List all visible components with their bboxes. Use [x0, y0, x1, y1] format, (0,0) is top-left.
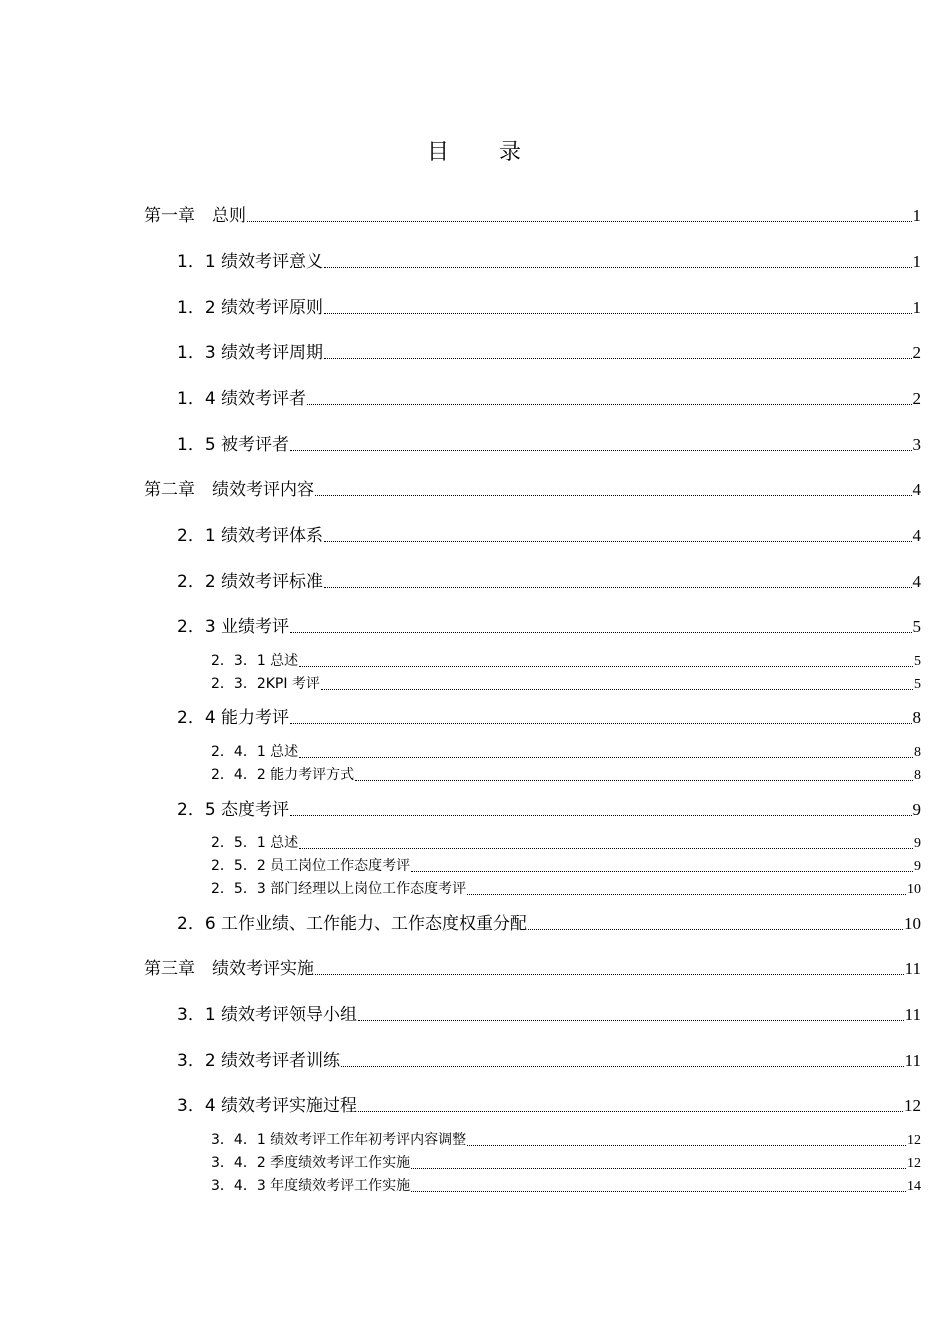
- toc-page-number: 8: [914, 768, 921, 783]
- toc-entry[interactable]: [177, 1004, 921, 1026]
- toc-entry-label: 3．4．1 绩效考评工作年初考评内容调整: [211, 1132, 467, 1148]
- toc-entry[interactable]: [177, 571, 921, 593]
- toc-entry-label: 2．4．1 总述: [211, 744, 299, 760]
- toc-page-number: 8: [914, 745, 921, 760]
- toc-entry[interactable]: [211, 880, 921, 899]
- toc-page-number: 8: [912, 708, 921, 727]
- toc-leader-dots: [467, 880, 906, 899]
- toc-entry-label: 3．4．2 季度绩效考评工作实施: [211, 1155, 411, 1171]
- toc-entry[interactable]: [211, 857, 921, 876]
- toc-page-number: 5: [912, 617, 921, 636]
- toc-leader-dots: [411, 857, 913, 876]
- toc-entry-label: 1．5 被考评者: [177, 435, 290, 455]
- toc-entry-label: 2．5．1 总述: [211, 835, 299, 851]
- toc-page-number: 11: [904, 959, 921, 978]
- toc-leader-dots: [321, 675, 913, 694]
- toc-leader-dots: [290, 799, 911, 821]
- toc-entry-label: 2．5．2 员工岗位工作态度考评: [211, 858, 411, 874]
- toc-entry[interactable]: [177, 616, 921, 638]
- toc-page-number: 11: [904, 1005, 921, 1024]
- toc-leader-dots: [355, 766, 913, 785]
- toc-leader-dots: [411, 1177, 906, 1196]
- toc-entry-label: 2．5 态度考评: [177, 800, 290, 820]
- toc-page-number: 9: [914, 836, 921, 851]
- toc-entry[interactable]: [177, 388, 921, 410]
- toc-entry[interactable]: [211, 1177, 921, 1196]
- toc-entry[interactable]: [144, 205, 921, 227]
- toc-entry[interactable]: [211, 743, 921, 762]
- toc-page-number: 2: [912, 343, 921, 362]
- toc-entry[interactable]: [177, 434, 921, 456]
- toc-page-number: 4: [912, 480, 921, 499]
- toc-entry-label: 2．6 工作业绩、工作能力、工作态度权重分配: [177, 914, 528, 934]
- toc-page-number: 1: [912, 206, 921, 225]
- toc-leader-dots: [299, 652, 913, 671]
- toc-entry-label: 2．2 绩效考评标准: [177, 572, 324, 592]
- toc-entry-label: 3．1 绩效考评领导小组: [177, 1005, 358, 1025]
- toc-entry[interactable]: [177, 251, 921, 273]
- toc-entry-label: 2．4 能力考评: [177, 708, 290, 728]
- toc-entry[interactable]: [211, 766, 921, 785]
- toc-page-number: 12: [904, 1096, 921, 1115]
- toc-entry[interactable]: [177, 707, 921, 729]
- toc-entry[interactable]: [177, 342, 921, 364]
- toc-leader-dots: [324, 571, 911, 593]
- toc-leader-dots: [358, 1004, 904, 1026]
- toc-leader-dots: [315, 479, 912, 501]
- toc-page-number: 1: [912, 252, 921, 271]
- toc-entry[interactable]: [211, 1154, 921, 1173]
- toc-entry-label: 第三章 绩效考评实施: [144, 959, 314, 979]
- toc-entry[interactable]: [144, 479, 921, 501]
- toc-page-number: 11: [904, 1051, 921, 1070]
- toc-leader-dots: [324, 525, 911, 547]
- toc-entry-label: 2．4．2 能力考评方式: [211, 767, 355, 783]
- toc-page-number: 1: [912, 298, 921, 317]
- toc-entry-label: 2．3．2KPI 考评: [211, 676, 320, 692]
- toc-leader-dots: [467, 1131, 906, 1150]
- title-char-1: 目: [426, 140, 451, 165]
- toc-entry-label: 1．3 绩效考评周期: [177, 343, 324, 363]
- title-char-2: 录: [499, 140, 524, 165]
- toc-entry[interactable]: [177, 799, 921, 821]
- toc-leader-dots: [411, 1154, 906, 1173]
- toc-page-number: 2: [912, 389, 921, 408]
- toc-entry[interactable]: [211, 834, 921, 853]
- toc-entry-label: 2．5．3 部门经理以上岗位工作态度考评: [211, 881, 467, 897]
- toc-entry[interactable]: [211, 652, 921, 671]
- toc-entry[interactable]: [211, 1131, 921, 1150]
- toc-leader-dots: [299, 834, 913, 853]
- toc-leader-dots: [324, 342, 911, 364]
- toc-entry-label: 第一章 总则: [144, 206, 246, 226]
- toc-leader-dots: [307, 388, 911, 410]
- toc-page-number: 12: [907, 1133, 921, 1148]
- toc-entry[interactable]: [177, 297, 921, 319]
- toc-page-number: 4: [912, 526, 921, 545]
- toc-page-number: 5: [914, 654, 921, 669]
- toc-leader-dots: [358, 1095, 903, 1117]
- toc-entry-label: 3．4 绩效考评实施过程: [177, 1096, 358, 1116]
- toc-leader-dots: [324, 251, 911, 273]
- toc-page-number: 4: [912, 572, 921, 591]
- toc-leader-dots: [299, 743, 913, 762]
- toc-entry-label: 3．2 绩效考评者训练: [177, 1051, 341, 1071]
- toc-leader-dots: [290, 616, 911, 638]
- toc-entry[interactable]: [211, 675, 921, 694]
- toc-leader-dots: [315, 958, 904, 980]
- toc-leader-dots: [247, 205, 912, 227]
- toc-page-number: 9: [912, 800, 921, 819]
- toc-entry-label: 1．4 绩效考评者: [177, 389, 307, 409]
- toc-page-number: 12: [907, 1156, 921, 1171]
- toc-entry-label: 2．3 业绩考评: [177, 617, 290, 637]
- toc-entry[interactable]: [177, 1095, 921, 1117]
- toc-entry[interactable]: [144, 958, 921, 980]
- toc-page-number: 10: [907, 882, 921, 897]
- toc-leader-dots: [290, 434, 911, 456]
- toc-entry-label: 1．1 绩效考评意义: [177, 252, 324, 272]
- toc-entry[interactable]: [177, 525, 921, 547]
- toc-page-number: 10: [904, 914, 921, 933]
- toc-entry-label: 2．3．1 总述: [211, 653, 299, 669]
- toc-page-number: 3: [912, 435, 921, 454]
- toc-entry-label: 1．2 绩效考评原则: [177, 298, 324, 318]
- toc-entry-label: 3．4．3 年度绩效考评工作实施: [211, 1178, 411, 1194]
- toc-page-number: 14: [907, 1179, 921, 1194]
- toc-leader-dots: [290, 707, 911, 729]
- toc-entry-label: 第二章 绩效考评内容: [144, 480, 314, 500]
- toc-entry[interactable]: [177, 1050, 921, 1072]
- toc-page-number: 5: [914, 677, 921, 692]
- toc-leader-dots: [324, 297, 911, 319]
- toc-leader-dots: [341, 1050, 904, 1072]
- toc-page-number: 9: [914, 859, 921, 874]
- toc-entry-label: 2．1 绩效考评体系: [177, 526, 324, 546]
- toc-leader-dots: [528, 913, 903, 935]
- toc-entry[interactable]: [177, 913, 921, 935]
